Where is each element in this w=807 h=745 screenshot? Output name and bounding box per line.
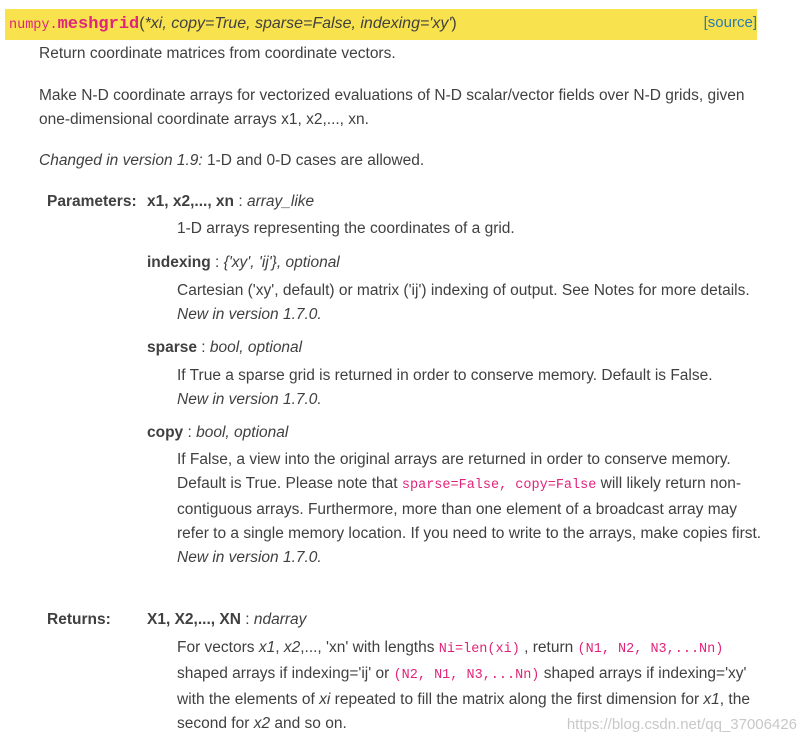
sep: : <box>234 193 247 210</box>
inline-code: (N1, N2, N3,...Nn) <box>577 642 724 657</box>
param-type: array_like <box>246 193 315 210</box>
source-link[interactable]: [source] <box>703 14 757 31</box>
function-signature <box>5 9 757 40</box>
text: repeated to fill the matrix along the first dimension for <box>330 691 704 708</box>
param-type: bool, optional <box>209 339 303 356</box>
changed-text: 1-D and 0-D cases are allowed. <box>202 152 425 169</box>
return-value <box>147 608 306 632</box>
desc-text: If True a sparse grid is returned in order to conserve memory. Default is False. <box>177 367 713 384</box>
param-name: x1, x2,..., xn <box>147 193 235 210</box>
text: and so on. <box>270 715 347 732</box>
version-added: New in version 1.7.0. <box>177 391 322 408</box>
sep: : <box>240 611 254 628</box>
text: , <box>275 639 284 656</box>
return-type: ndarray <box>253 611 307 628</box>
text: If False, a view into the original arrays are returned in order to conserve memory. Default is True. Please note that <box>177 451 731 492</box>
return-name: X1, X2,..., XN <box>147 611 241 628</box>
parameters-label: Parameters: <box>47 193 137 210</box>
var: x2 <box>253 715 271 732</box>
param-copy <box>147 421 288 445</box>
inline-code: (N2, N1, N3,...Nn) <box>393 668 540 683</box>
summary: Return coordinate matrices from coordinate vectors. <box>39 45 396 62</box>
paren: ( <box>139 15 145 32</box>
text: , the second for <box>177 691 750 732</box>
var: x2 <box>283 639 301 656</box>
text: ,..., 'xn' with lengths <box>300 639 439 656</box>
module-name: numpy. <box>9 18 58 33</box>
param-sparse <box>147 336 302 360</box>
function-name: meshgrid <box>57 15 140 34</box>
text: shaped arrays if indexing='ij' or <box>177 665 394 682</box>
param-name: sparse <box>147 339 197 356</box>
changed-label: Changed in version 1.9: <box>39 152 203 169</box>
returns-label: Returns: <box>47 611 111 628</box>
watermark: https://blog.csdn.net/qq_37006426 <box>566 716 797 733</box>
text: will likely return non-contiguous arrays. Furthermore, more than one element of a broadcast array may refer to a single memory location. If you need to write to the arrays, make copies first. <box>177 475 762 542</box>
var: x1 <box>703 691 720 708</box>
text: shaped arrays if indexing='xy' with the elements of <box>177 665 747 708</box>
param-desc: 1-D arrays representing the coordinates of a grid. <box>177 220 515 237</box>
sep: : <box>210 254 224 271</box>
inline-code: Ni=len(xi) <box>438 642 520 657</box>
version-added: New in version 1.7.0. <box>177 549 322 566</box>
extended-summary: Make N-D coordinate arrays for vectorized evaluations of N-D scalar/vector fields over N-D grids, given one-dimensional coordinate arrays x1, x2,..., xn. <box>39 87 745 128</box>
var: xi <box>319 691 331 708</box>
var: x1 <box>258 639 276 656</box>
inline-code: sparse=False, copy=False <box>401 478 597 493</box>
param-type: bool, optional <box>196 424 289 441</box>
sep: : <box>196 339 210 356</box>
version-added: New in version 1.7.0. <box>177 306 322 323</box>
param-indexing <box>147 251 340 275</box>
param-desc <box>177 279 762 327</box>
text: , return <box>519 639 578 656</box>
text: For vectors <box>177 639 259 656</box>
param-x <box>147 190 314 214</box>
desc-text <box>177 448 762 546</box>
param-name: indexing <box>147 254 211 271</box>
paren: ) <box>451 15 457 32</box>
sep: : <box>183 424 197 441</box>
version-changed <box>39 149 424 173</box>
param-name: copy <box>147 424 184 441</box>
desc-text: Cartesian ('xy', default) or matrix ('ij') indexing of output. See Notes for more details. <box>177 282 750 299</box>
signature-args: *xi, copy=True, sparse=False, indexing='xy' <box>144 15 452 32</box>
param-desc <box>177 364 762 412</box>
param-desc <box>177 448 762 570</box>
param-type: {'xy', 'ij'}, optional <box>223 254 340 271</box>
